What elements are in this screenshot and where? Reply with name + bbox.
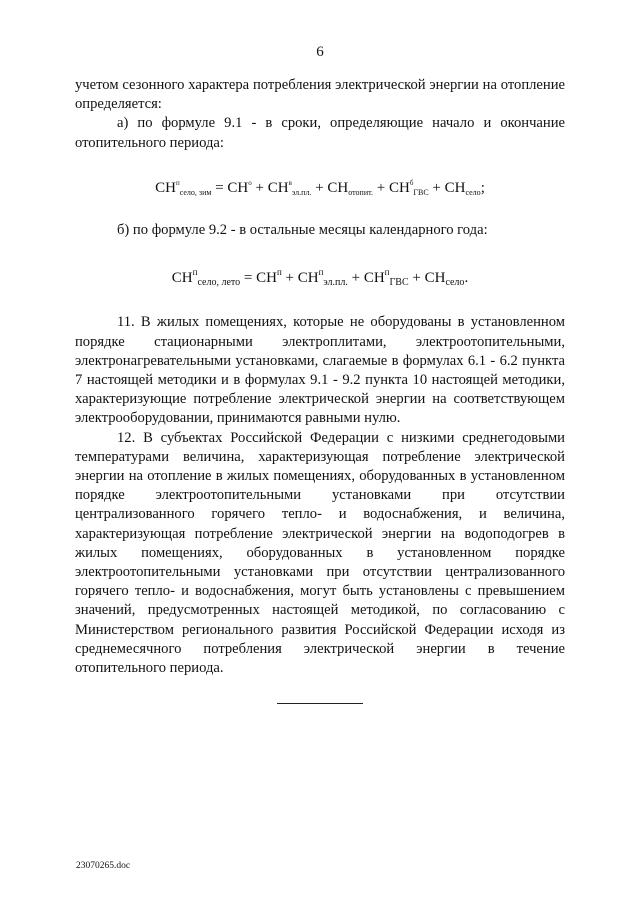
formula-end: . [464,270,469,287]
paragraph-item-a: а) по формуле 9.1 - в сроки, определяющие начало и окончание отопительного периода: [75,115,565,151]
formula-subscript: село [445,277,465,289]
formula-term: CH [227,179,249,196]
formula-term: CH [297,270,319,287]
formula-end: ; [480,179,485,196]
formula-operator: + [347,270,364,287]
paragraph-12: 12. В субъектах Российской Федерации с низкими среднегодовыми температурами величина, характеризующая потребление электрической энергии на отопление в жилых помещениях, оборудованных в установленном порядке электроотопительными установками при отсутствии централизованного горячего тепло- и водоснабжения, и величина, характеризующая потребление электрической энергии на водоподогрев в жилых помещениях, оборудованных в установленном порядке электроотопительными установками при отсутствии централизованного горячего тепло- и водоснабжения, могут быть установлены с превышением значений, предусмотренных настоящей методикой, по согласованию с Министерством регионального развития Российской Федерации исходя из среднемесячного потребления электрической энергии в течение отопительного периода. [75,429,565,677]
formula-operator: + [281,270,298,287]
formula-operator: + [251,179,268,196]
formula-term: CH [388,179,410,196]
document-body [75,76,565,678]
formula-operator: + [373,179,389,196]
formula-subscript: село, лето [197,277,241,289]
formula-operator: = [240,270,257,287]
formula-subscript: отопит. [348,187,373,197]
paragraph-intro: учетом сезонного характера потребления электрической энергии на отопление определяется: [75,77,565,113]
formula-term: CH [155,179,176,196]
formula-superscript: б [409,178,414,187]
formula-term: CH [327,179,349,196]
formula-subscript: село [465,187,481,197]
formula-superscript: п [384,267,390,278]
end-separator-line [277,703,363,704]
formula-term: CH [267,179,289,196]
formula-term: CH [256,270,277,287]
formula-subscript: ГВС [389,277,409,289]
formula-superscript: о [248,178,252,187]
paragraph-item-b: б) по формуле 9.2 - в остальные месяцы календарного года: [117,222,488,239]
formula-subscript: эл.пл. [291,187,312,197]
formula-term: CH [444,179,466,196]
formula-operator: + [428,179,445,196]
formula-operator: = [211,179,228,196]
formula-operator: + [311,179,328,196]
formula-subscript: село, зим [179,187,212,197]
formula-superscript: в [288,178,292,187]
formula-9-2 [75,263,565,292]
page-number: 6 [316,44,324,60]
file-name-footer: 23070265.doc [76,861,131,871]
formula-superscript: п [318,267,324,278]
formula-superscript: п [276,267,282,278]
formula-superscript: п [192,267,198,278]
formula-superscript: п [175,178,180,187]
formula-subscript: ГВС [413,187,429,197]
formula-term: CH [363,270,385,287]
formula-operator: + [408,270,425,287]
formula-term: CH [424,270,446,287]
formula-term: CH [171,270,193,287]
formula-9-1 [75,174,565,202]
paragraph-11: 11. В жилых помещениях, которые не оборудованы в установленном порядке стационарными электроплитами, электроотопительными, электронагревательными установками, слагаемые в формулах 6.1 - 6.2 пункта 7 настоящей методики и в формулах 9.1 - 9.2 пункта 10 настоящей методики, характеризующие потребление электрической энергии на соответствующем электрооборудовании, принимаются равными нулю. [75,314,565,427]
formula-subscript: эл.пл. [323,277,348,289]
